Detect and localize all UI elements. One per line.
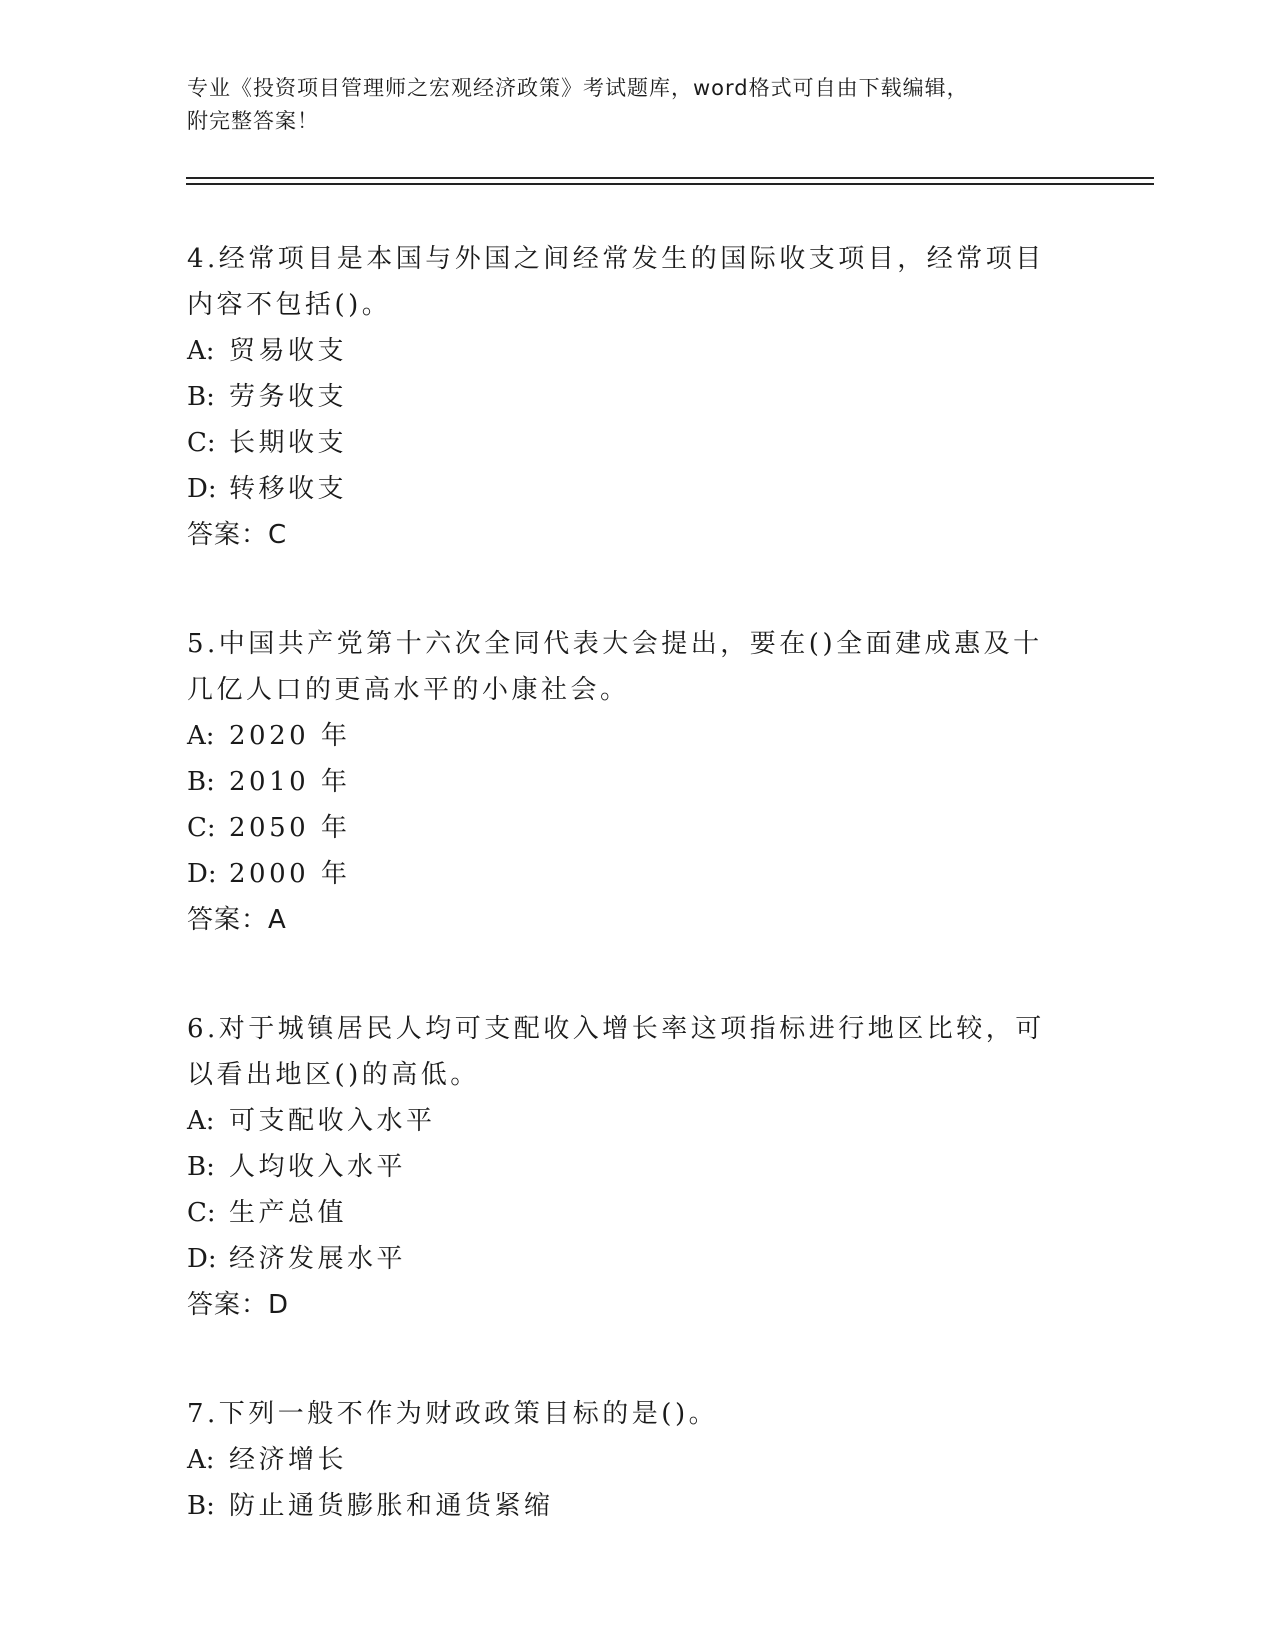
option-d bbox=[187, 851, 1087, 897]
option-letter: D: bbox=[187, 1244, 217, 1274]
header-divider-bottom bbox=[186, 183, 1154, 185]
question-stem: 7.下列一般不作为财政政策目标的是()。 bbox=[187, 1399, 719, 1429]
option-letter: C: bbox=[187, 813, 216, 843]
option-b bbox=[187, 1144, 1087, 1190]
option-letter: C: bbox=[187, 428, 216, 458]
answer-line: 答案：A bbox=[187, 905, 287, 935]
option-b bbox=[187, 374, 1087, 420]
question-5 bbox=[187, 621, 1087, 943]
option-text: 生产总值 bbox=[229, 1198, 348, 1228]
question-stem: 5.中国共产党第十六次全同代表大会提出，要在()全面建成惠及十几亿人口的更高水平的小康社会。 bbox=[187, 629, 1043, 705]
option-text: 2010 年 bbox=[229, 767, 351, 797]
option-letter: B: bbox=[187, 1152, 215, 1182]
option-b bbox=[187, 759, 1087, 805]
option-text: 2020 年 bbox=[229, 721, 351, 751]
answer-line: 答案：C bbox=[187, 520, 288, 550]
option-text: 贸易收支 bbox=[229, 336, 348, 366]
option-d bbox=[187, 1236, 1087, 1282]
header-line-2: 附完整答案！ bbox=[187, 109, 319, 133]
document-header bbox=[187, 72, 1087, 138]
question-stem: 4.经常项目是本国与外国之间经常发生的国际收支项目，经常项目内容不包括()。 bbox=[187, 244, 1045, 320]
option-d bbox=[187, 466, 1087, 512]
option-text: 劳务收支 bbox=[229, 382, 348, 412]
option-text: 2050 年 bbox=[229, 813, 351, 843]
option-letter: B: bbox=[187, 1491, 215, 1521]
option-a bbox=[187, 328, 1087, 374]
option-letter: C: bbox=[187, 1198, 216, 1228]
question-stem: 6.对于城镇居民人均可支配收入增长率这项指标进行地区比较，可以看出地区()的高低。 bbox=[187, 1014, 1045, 1090]
option-b bbox=[187, 1483, 1087, 1529]
question-4 bbox=[187, 236, 1087, 558]
option-a bbox=[187, 1098, 1087, 1144]
option-text: 防止通货膨胀和通货紧缩 bbox=[229, 1491, 554, 1521]
question-6 bbox=[187, 1006, 1087, 1328]
option-c bbox=[187, 1190, 1087, 1236]
option-text: 2000 年 bbox=[229, 859, 351, 889]
answer-line: 答案：D bbox=[187, 1290, 290, 1320]
option-c bbox=[187, 805, 1087, 851]
option-a bbox=[187, 713, 1087, 759]
option-letter: D: bbox=[187, 474, 217, 504]
question-7 bbox=[187, 1391, 1087, 1529]
option-letter: D: bbox=[187, 859, 217, 889]
header-line-1: 专业《投资项目管理师之宏观经济政策》考试题库，word格式可自由下载编辑， bbox=[187, 76, 969, 100]
option-letter: A: bbox=[187, 336, 215, 366]
option-letter: B: bbox=[187, 382, 215, 412]
option-text: 人均收入水平 bbox=[229, 1152, 407, 1182]
option-letter: A: bbox=[187, 1445, 215, 1475]
option-text: 长期收支 bbox=[229, 428, 348, 458]
option-text: 转移收支 bbox=[229, 474, 348, 504]
header-divider-top bbox=[186, 177, 1154, 179]
option-c bbox=[187, 420, 1087, 466]
question-list bbox=[187, 236, 1087, 1592]
option-letter: A: bbox=[187, 1106, 215, 1136]
option-letter: A: bbox=[187, 721, 215, 751]
option-text: 经济增长 bbox=[229, 1445, 348, 1475]
option-text: 可支配收入水平 bbox=[229, 1106, 436, 1136]
option-a bbox=[187, 1437, 1087, 1483]
option-letter: B: bbox=[187, 767, 215, 797]
option-text: 经济发展水平 bbox=[229, 1244, 407, 1274]
